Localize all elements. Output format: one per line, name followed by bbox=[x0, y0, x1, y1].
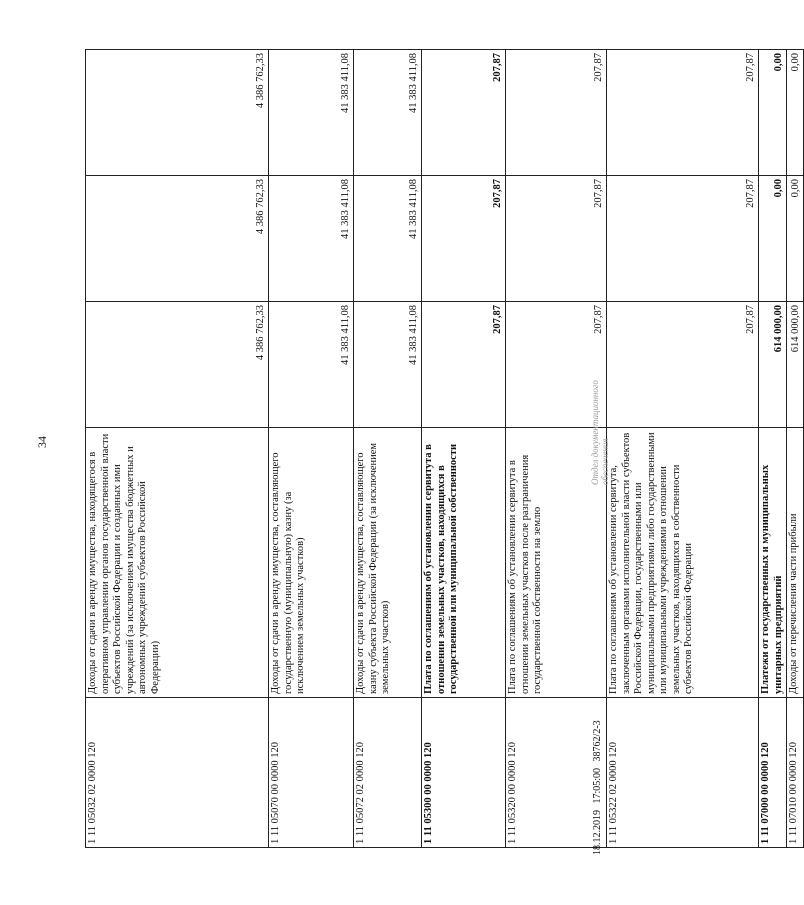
table-row bbox=[422, 50, 506, 848]
footer bbox=[592, 720, 603, 855]
description-cell: Плата по соглашениям об установлении сервитута в отношении земельных участков, находящихся в государственной или муниципальной собственности bbox=[422, 428, 506, 698]
value-cell: 41 383 411,08 bbox=[354, 302, 422, 428]
value-cell: 0,00 bbox=[787, 50, 804, 176]
stamp bbox=[590, 380, 610, 485]
budget-code-cell: 1 11 05320 00 0000 120 bbox=[506, 698, 607, 848]
budget-code-cell: 1 11 05322 02 0000 120 bbox=[607, 698, 759, 848]
budget-code-cell: 1 11 07010 00 0000 120 bbox=[787, 698, 804, 848]
value-cell: 207,87 bbox=[506, 302, 607, 428]
value-cell: 207,87 bbox=[506, 50, 607, 176]
table-row bbox=[607, 50, 759, 848]
value-cell: 207,87 bbox=[422, 176, 506, 302]
value-cell: 0,00 bbox=[759, 176, 787, 302]
value-cell: 0,00 bbox=[787, 176, 804, 302]
description-cell: Плата по соглашениям об установлении сервитута в отношении земельных участков после разграничения государственной собственности на землю bbox=[506, 428, 607, 698]
stamp-line: обеспечения bbox=[600, 438, 610, 485]
description-cell: Доходы от сдачи в аренду имущества, составляющего государственную (муниципальную) казну (за исключением земельных участков) bbox=[269, 428, 354, 698]
value-cell: 207,87 bbox=[506, 176, 607, 302]
table-row bbox=[86, 50, 269, 848]
budget-code-cell: 1 11 05070 00 0000 120 bbox=[269, 698, 354, 848]
budget-code-cell: 1 11 05300 00 0000 120 bbox=[422, 698, 506, 848]
value-cell: 4 386 762,33 bbox=[86, 302, 269, 428]
value-cell: 0,00 bbox=[759, 50, 787, 176]
budget-code-cell: 1 11 05032 02 0000 120 bbox=[86, 698, 269, 848]
page-number: 34 bbox=[35, 436, 49, 448]
value-cell: 41 383 411,08 bbox=[269, 302, 354, 428]
value-cell: 207,87 bbox=[607, 302, 759, 428]
value-cell: 207,87 bbox=[422, 50, 506, 176]
stamp-line: Отдел документационного bbox=[590, 380, 600, 485]
value-cell: 4 386 762,33 bbox=[86, 50, 269, 176]
table-row bbox=[354, 50, 422, 848]
footer-doc-id: 38762/2-3 bbox=[592, 720, 603, 762]
description-cell: Платежи от государственных и муниципальных унитарных предприятий bbox=[759, 428, 787, 698]
value-cell: 207,87 bbox=[607, 176, 759, 302]
revenue-table bbox=[85, 49, 804, 848]
value-cell: 41 383 411,08 bbox=[269, 176, 354, 302]
value-cell: 614 000,00 bbox=[787, 302, 804, 428]
value-cell: 207,87 bbox=[422, 302, 506, 428]
table-row bbox=[787, 50, 804, 848]
description-cell: Доходы от перечисления части прибыли bbox=[787, 428, 804, 698]
value-cell: 41 383 411,08 bbox=[354, 50, 422, 176]
description-cell: Плата по соглашениям об установлении сервитута, заключенным органами исполнительной власти субъектов Российской Федерации, государственными или муниципальными предприятиями либо государственными или муниципальными учреждениями в отношении земельных участков, находящихся в собственности субъектов Российской Федерации bbox=[607, 428, 759, 698]
value-cell: 41 383 411,08 bbox=[269, 50, 354, 176]
table-row bbox=[269, 50, 354, 848]
budget-code-cell: 1 11 07000 00 0000 120 bbox=[759, 698, 787, 848]
revenue-table-body bbox=[86, 50, 804, 848]
table-row bbox=[759, 50, 787, 848]
value-cell: 41 383 411,08 bbox=[354, 176, 422, 302]
budget-code-cell: 1 11 05072 02 0000 120 bbox=[354, 698, 422, 848]
description-cell: Доходы от сдачи в аренду имущества, находящегося в оперативном управлении органов государственной власти субъектов Российской Федерации и созданных ими учреждений (за исключением имущества бюджетных и автономных учреждений субъектов Российской Федерации) bbox=[86, 428, 269, 698]
footer-timestamp: 18.12.2019 17:05:00 bbox=[592, 767, 603, 855]
value-cell: 4 386 762,33 bbox=[86, 176, 269, 302]
value-cell: 207,87 bbox=[607, 50, 759, 176]
description-cell: Доходы от сдачи в аренду имущества, составляющего казну субъекта Российской Федерации (за исключением земельных участков) bbox=[354, 428, 422, 698]
value-cell: 614 000,00 bbox=[759, 302, 787, 428]
